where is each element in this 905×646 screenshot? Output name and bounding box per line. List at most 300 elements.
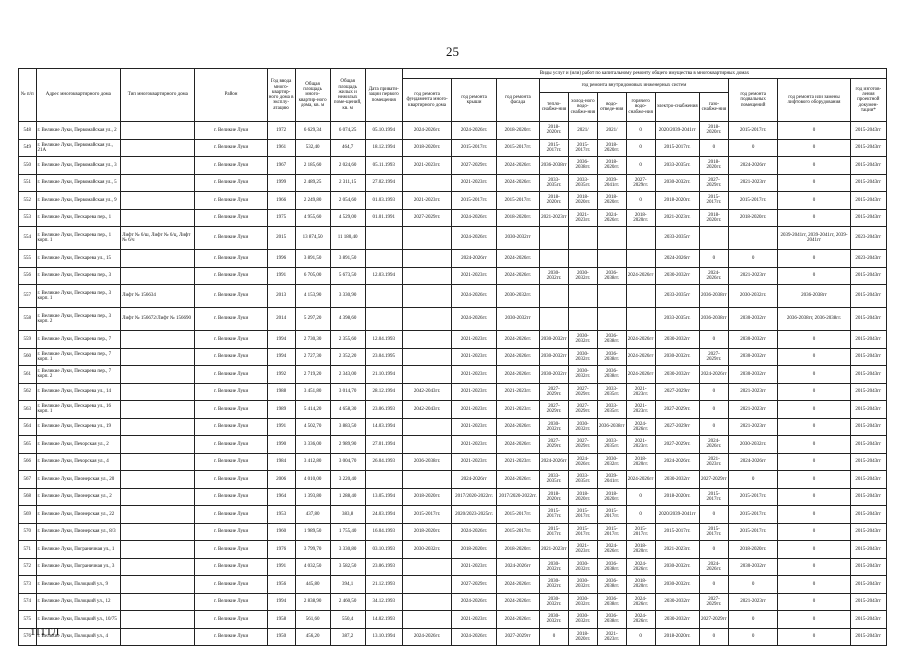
cell-district: г. Великие Луки	[195, 157, 267, 175]
cell-gas: 0	[699, 383, 728, 401]
cell-area-living: 2 054,60	[330, 192, 365, 210]
cell-roof: 2024-2026гг.	[452, 523, 496, 541]
cell-basement: 2030-2032гг	[728, 308, 778, 331]
cell-area-total: 2 838,90	[295, 593, 330, 611]
cell-area-living: 383,8	[330, 506, 365, 524]
cell-gas: 2027-2029гг	[699, 471, 728, 489]
col-electro: электро-снабжения	[655, 93, 699, 122]
cell-heat	[540, 227, 569, 250]
cell-type	[121, 576, 195, 594]
cell-num: 576	[19, 628, 37, 646]
cell-facade: 2024-2026гг.	[496, 436, 539, 454]
cell-roof: 2024-2026гг.	[452, 122, 496, 140]
cell-type: Лифт № 6/ш, Лифт № 6/ц, Лифт № 6/ч	[121, 227, 195, 250]
col-heat: тепло-снабже-ния	[540, 93, 569, 122]
cell-type	[121, 157, 195, 175]
cell-facade: 2024-2026гг.	[496, 418, 539, 436]
cell-hot-water: 2021-2023гг.	[626, 383, 655, 401]
cell-electro: 2030-2032гг.	[655, 174, 699, 192]
cell-area-total: 3 336,00	[295, 436, 330, 454]
cell-year: 1960	[267, 523, 295, 541]
cell-lift: 0	[778, 174, 850, 192]
cell-hot-water: 0	[626, 122, 655, 140]
cell-year: 1956	[267, 576, 295, 594]
cell-year: 1996	[267, 250, 295, 268]
cell-year: 1975	[267, 209, 295, 227]
cell-type	[121, 366, 195, 384]
cell-address: г. Великие Луки, Пескарева ул., 19	[36, 418, 121, 436]
cell-area-total: 4 955,60	[295, 209, 330, 227]
cell-foundation: 2036-2038гг.	[402, 453, 452, 471]
cell-facade: 2024-2026гг.	[496, 331, 539, 349]
cell-electro: 2015-2017гг.	[655, 523, 699, 541]
cell-roof: 2021-2023гг.	[452, 418, 496, 436]
cell-lift: 0	[778, 418, 850, 436]
cell-area-living: 1 288,40	[330, 488, 365, 506]
cell-heat: 2030-2032гг.	[540, 576, 569, 594]
cell-electro: 2020/2039-2041гг	[655, 506, 699, 524]
cell-area-total: 3 799,70	[295, 541, 330, 559]
cell-hot-water: 0	[626, 139, 655, 157]
cell-basement: 2024-2026гг	[728, 157, 778, 175]
table-row	[19, 541, 887, 559]
cell-address: г. Великие Луки, Первомайская ул., 9	[36, 192, 121, 210]
cell-facade: 2015-2017гг.	[496, 523, 539, 541]
cell-address: г. Великие Луки, Полоцкий ул., 12	[36, 593, 121, 611]
cell-hot-water	[626, 227, 655, 250]
cell-year: 1991	[267, 267, 295, 285]
cell-area-living: 387,2	[330, 628, 365, 646]
cell-district: г. Великие Луки	[195, 285, 267, 308]
cell-num: 551	[19, 174, 37, 192]
cell-foundation	[402, 471, 452, 489]
cell-heat: 2027-2029гг.	[540, 383, 569, 401]
table-row	[19, 209, 887, 227]
cell-type	[121, 541, 195, 559]
cell-foundation	[402, 285, 452, 308]
cell-foundation: 2021-2023гг.	[402, 192, 452, 210]
cell-lift: 0	[778, 139, 850, 157]
cell-district: г. Великие Луки	[195, 192, 267, 210]
cell-lift: 0	[778, 267, 850, 285]
cell-area-living: 3 883,50	[330, 418, 365, 436]
cell-facade: 2024-2026гг.	[496, 576, 539, 594]
table-row	[19, 436, 887, 454]
cell-num: 571	[19, 541, 37, 559]
cell-privat-date: 12.03.1994	[365, 267, 402, 285]
cell-basement: 2015-2017гг.	[728, 523, 778, 541]
cell-basement: 0	[728, 628, 778, 646]
cell-area-total: 456,20	[295, 628, 330, 646]
cell-num: 549	[19, 139, 37, 157]
cell-basement: 2018-2020гг.	[728, 541, 778, 559]
col-area-total: Общая площадь много-квартир-ного дома, кв. м	[295, 69, 330, 122]
cell-facade: 2024-2026гг.	[496, 593, 539, 611]
cell-address: г. Великие Луки, Пескарева пер., 3	[36, 267, 121, 285]
cell-foundation: 2018-2020гг.	[402, 139, 452, 157]
col-type: Тип многоквартирного дома	[121, 69, 195, 122]
cell-facade: 2024-2026гг.	[496, 157, 539, 175]
cell-num: 565	[19, 436, 37, 454]
col-address: Адрес многоквартирного дома	[36, 69, 121, 122]
cell-design: 2015-2043гг	[850, 122, 886, 140]
cell-cold-water: 2027-2029гг.	[568, 401, 597, 419]
cell-type	[121, 122, 195, 140]
cell-lift: 0	[778, 436, 850, 454]
cell-electro: 2027-2029гг	[655, 418, 699, 436]
cell-electro: 2021-2023гг.	[655, 209, 699, 227]
cell-gas: 0	[699, 506, 728, 524]
cell-num: 575	[19, 611, 37, 629]
cell-area-total: 5 297,20	[295, 308, 330, 331]
col-cold-water: холод-ного водо-снабже-ния	[568, 93, 597, 122]
cell-electro: 2030-2032гг	[655, 267, 699, 285]
cell-gas: 2036-2038гг	[699, 308, 728, 331]
cell-heat: 0	[540, 628, 569, 646]
cell-electro: 2030-2032гг	[655, 471, 699, 489]
cell-hot-water: 0	[626, 192, 655, 210]
table-row	[19, 366, 887, 384]
cell-year: 1953	[267, 506, 295, 524]
cell-lift: 0	[778, 401, 850, 419]
cell-cold-water: 2018-2020гг.	[568, 192, 597, 210]
cell-area-total: 2 489,25	[295, 174, 330, 192]
cell-district: г. Великие Луки	[195, 308, 267, 331]
cell-hot-water: 2024-2026гг	[626, 267, 655, 285]
table-row	[19, 418, 887, 436]
cell-design: 2015-2043гг	[850, 157, 886, 175]
cell-design: 2015-2043гг	[850, 558, 886, 576]
cell-area-total: 5 414,20	[295, 401, 330, 419]
cell-privat-date: 01.03.1993	[365, 192, 402, 210]
cell-facade: 2030-2032гг	[496, 227, 539, 250]
cell-num: 564	[19, 418, 37, 436]
cell-roof: 2024-2026гг	[452, 471, 496, 489]
cell-basement: 2015-2017гг.	[728, 192, 778, 210]
cell-roof: 2021-2023гг.	[452, 366, 496, 384]
cell-design: 2015-2043гг	[850, 348, 886, 366]
cell-address: г. Великие Луки, Пескарева пер., 3 корп. 2	[36, 308, 121, 331]
cell-address: г. Великие Луки, Пескарева ул., 16 корп. 1	[36, 401, 121, 419]
cell-design: 2015-2043гг	[850, 471, 886, 489]
cell-area-living: 3 330,80	[330, 541, 365, 559]
cell-design: 2015-2043гг	[850, 139, 886, 157]
cell-drain: 2015-2017гг.	[597, 523, 626, 541]
table-row	[19, 348, 887, 366]
cell-basement: 2021-2023гг	[728, 383, 778, 401]
cell-basement: 2030-2032гг	[728, 348, 778, 366]
table-row	[19, 506, 887, 524]
cell-design: 2015-2043гг	[850, 285, 886, 308]
cell-num: 568	[19, 488, 37, 506]
cell-foundation: 2030-2032гг.	[402, 541, 452, 559]
cell-heat: 2033-2035гг.	[540, 471, 569, 489]
cell-year: 2015	[267, 227, 295, 250]
cell-drain: 2033-2035гг.	[597, 383, 626, 401]
cell-area-total: 561,60	[295, 611, 330, 629]
cell-roof: 2024-2026гг.	[452, 285, 496, 308]
cell-district: г. Великие Луки	[195, 174, 267, 192]
cell-gas	[699, 227, 728, 250]
cell-area-living: 3 220,40	[330, 471, 365, 489]
cell-hot-water: 2024-2026гг.	[626, 593, 655, 611]
cell-roof: 2021-2023гг.	[452, 383, 496, 401]
cell-lift: 2036-2038гг, 2036-2038гг.	[778, 308, 850, 331]
cell-area-living: 394,1	[330, 576, 365, 594]
cell-basement: 2030-2032гг	[728, 331, 778, 349]
cell-district: г. Великие Луки	[195, 453, 267, 471]
cell-area-total: 2 727,30	[295, 348, 330, 366]
cell-area-living: 1 755,40	[330, 523, 365, 541]
cell-privat-date: 14.03.1994	[365, 418, 402, 436]
cell-privat-date: 13.10.1994	[365, 628, 402, 646]
cell-cold-water: 2030-2032гг.	[568, 366, 597, 384]
cell-type	[121, 267, 195, 285]
cell-facade: 2021-2023гг.	[496, 383, 539, 401]
cell-num: 563	[19, 401, 37, 419]
cell-gas: 2015-2017гг.	[699, 523, 728, 541]
cell-area-living: 3 891,50	[330, 250, 365, 268]
cell-district: г. Великие Луки	[195, 366, 267, 384]
cell-district: г. Великие Луки	[195, 506, 267, 524]
cell-address: г. Великие Луки, Первомайская ул., 5	[36, 174, 121, 192]
cell-drain: 2036-2038гг.	[597, 331, 626, 349]
cell-year: 1976	[267, 541, 295, 559]
cell-basement: 2030-2032гг.	[728, 436, 778, 454]
cell-privat-date: 34.12.1993	[365, 593, 402, 611]
cell-num: 558	[19, 308, 37, 331]
cell-hot-water: 2024-2026гг	[626, 366, 655, 384]
cell-foundation	[402, 331, 452, 349]
cell-type	[121, 209, 195, 227]
cell-num: 553	[19, 209, 37, 227]
table-row	[19, 471, 887, 489]
cell-facade: 2015-2017гг.	[496, 139, 539, 157]
cell-type	[121, 628, 195, 646]
cell-hot-water: 0	[626, 488, 655, 506]
cell-lift: 0	[778, 366, 850, 384]
cell-privat-date: 03.10.1993	[365, 541, 402, 559]
cell-privat-date: 21.12.1993	[365, 576, 402, 594]
cell-foundation	[402, 576, 452, 594]
cell-lift: 2039-2041гг, 2039-2041гг, 2039-2041гг	[778, 227, 850, 250]
cell-roof: 2021-2023гг.	[452, 611, 496, 629]
cell-roof: 2017/2020-2022гг.	[452, 488, 496, 506]
cell-gas: 0	[699, 418, 728, 436]
cell-basement: 2015-2017гг.	[728, 488, 778, 506]
cell-year: 1990	[267, 436, 295, 454]
table-row	[19, 488, 887, 506]
cell-address: г. Великие Луки, Пионерская ул., 22	[36, 506, 121, 524]
cell-basement: 0	[728, 611, 778, 629]
cell-basement: 2015-2017гг.	[728, 506, 778, 524]
cell-facade: 2018-2020гг.	[496, 541, 539, 559]
cell-roof: 2024-2026гг.	[452, 308, 496, 331]
cell-year: 1992	[267, 366, 295, 384]
cell-address: г. Великие Луки, Пионерская ул., 20	[36, 471, 121, 489]
cell-cold-water: 2030-2032гг.	[568, 611, 597, 629]
cell-district: г. Великие Луки	[195, 541, 267, 559]
cell-hot-water: 0	[626, 157, 655, 175]
cell-design: 2023-2043гг	[850, 250, 886, 268]
cell-heat: 2030-2032гг.	[540, 418, 569, 436]
cell-roof: 2024-2026гг.	[452, 209, 496, 227]
cell-heat: 2015-2017гг.	[540, 523, 569, 541]
cell-privat-date	[365, 227, 402, 250]
cell-privat-date: 23.04.1995	[365, 348, 402, 366]
cell-hot-water	[626, 250, 655, 268]
cell-hot-water: 2018-2020гг.	[626, 541, 655, 559]
cell-district: г. Великие Луки	[195, 250, 267, 268]
cell-drain	[597, 285, 626, 308]
cell-heat	[540, 285, 569, 308]
cell-basement: 2021-2023гг	[728, 418, 778, 436]
cell-basement: 2024-2026гг	[728, 453, 778, 471]
cell-lift: 0	[778, 331, 850, 349]
cell-address: г. Великие Луки, Пескарева пер., 1	[36, 209, 121, 227]
cell-area-total: 2 249,80	[295, 192, 330, 210]
cell-electro: 2033-2035гг.	[655, 157, 699, 175]
cell-cold-water: 2015-2017гг.	[568, 523, 597, 541]
cell-address: г. Великие Луки, Печорская ул., 2	[36, 436, 121, 454]
cell-drain: 2036-2038гг.	[597, 348, 626, 366]
cell-cold-water: 2036-2038гг.	[568, 157, 597, 175]
cell-hot-water: 2018-2020гг.	[626, 453, 655, 471]
cell-privat-date: 28.12.1994	[365, 383, 402, 401]
cell-year: 1984	[267, 453, 295, 471]
cell-basement: 2018-2020гг.	[728, 209, 778, 227]
table-row	[19, 285, 887, 308]
cell-area-total: 4 010,00	[295, 471, 330, 489]
cell-facade: 2024-2026гг.	[496, 250, 539, 268]
cell-basement: 2021-2023гг	[728, 593, 778, 611]
cell-electro: 2030-2032гг	[655, 611, 699, 629]
cell-foundation	[402, 227, 452, 250]
cell-gas: 2024-2026гг	[699, 366, 728, 384]
cell-drain: 2036-2038гг.	[597, 593, 626, 611]
cell-design: 2015-2043гг	[850, 192, 886, 210]
cell-foundation: 2024-2026гг.	[402, 122, 452, 140]
cell-area-living: 550,4	[330, 611, 365, 629]
cell-heat: 2030-2032гг.	[540, 593, 569, 611]
cell-foundation	[402, 308, 452, 331]
cell-electro: 2033-2035гг.	[655, 308, 699, 331]
col-hot-water: горячего водо-снабже-ния	[626, 93, 655, 122]
cell-address: г. Великие Луки, Полоцкий ул., 10/75	[36, 611, 121, 629]
cell-area-living: 4 398,60	[330, 308, 365, 331]
cell-area-living: 3 004,70	[330, 453, 365, 471]
table-row	[19, 383, 887, 401]
cell-cold-water: 2030-2032гг.	[568, 418, 597, 436]
cell-area-living: 11 180,40	[330, 227, 365, 250]
cell-area-living: 2 311,15	[330, 174, 365, 192]
cell-electro: 2018-2020гг.	[655, 628, 699, 646]
cell-lift: 0	[778, 593, 850, 611]
cell-heat: 2021-2023гг	[540, 541, 569, 559]
cell-roof: 2024-2026гг	[452, 250, 496, 268]
cell-address: г. Великие Луки, Пограничная ул., 3	[36, 558, 121, 576]
table-row	[19, 453, 887, 471]
cell-cold-water: 2024-2026гг.	[568, 453, 597, 471]
cell-design: 2015-2043гг	[850, 308, 886, 331]
cell-year: 2014	[267, 308, 295, 331]
cell-lift: 2036-2038гг	[778, 285, 850, 308]
cell-heat: 2027-2029гг.	[540, 401, 569, 419]
cell-district: г. Великие Луки	[195, 523, 267, 541]
cell-heat: 2024-2026гг	[540, 453, 569, 471]
cell-cold-water: 2030-2032гг.	[568, 593, 597, 611]
cell-privat-date: 23.06.1993	[365, 558, 402, 576]
cell-heat: 2018-2020гг.	[540, 122, 569, 140]
cell-year: 1964	[267, 488, 295, 506]
cell-electro: 2030-2032гг	[655, 331, 699, 349]
cell-area-total: 532,40	[295, 139, 330, 157]
cell-cold-water: 2021/	[568, 122, 597, 140]
cell-privat-date: 16.04.1993	[365, 523, 402, 541]
cell-basement: 2030-2032гг.	[728, 285, 778, 308]
cell-cold-water: 2030-2032гг.	[568, 348, 597, 366]
cell-area-total: 4 032,50	[295, 558, 330, 576]
table-row	[19, 250, 887, 268]
cell-drain: 2015-2017гг.	[597, 506, 626, 524]
cell-type	[121, 192, 195, 210]
cell-foundation	[402, 436, 452, 454]
col-foundation: год ремонта фундамента много-квартирного дома	[402, 79, 452, 122]
cell-facade: 2018-2020гг.	[496, 122, 539, 140]
cell-year: 1994	[267, 331, 295, 349]
cell-hot-water: 2024-2026гг.	[626, 558, 655, 576]
cell-heat: 2018-2020гг.	[540, 488, 569, 506]
cell-area-living: 2 343,00	[330, 366, 365, 384]
cell-address: г. Великие Луки, Полоцкий ул., 4	[36, 628, 121, 646]
cell-privat-date	[365, 285, 402, 308]
cell-design: 2015-2043гг	[850, 453, 886, 471]
cell-privat-date: 14.02.1993	[365, 611, 402, 629]
cell-foundation: 2021-2023гг.	[402, 157, 452, 175]
cell-area-living: 4 658,30	[330, 401, 365, 419]
cell-basement: 2015-2017гг.	[728, 122, 778, 140]
cell-heat	[540, 308, 569, 331]
cell-hot-water: 2024-2026гг.	[626, 418, 655, 436]
cell-design: 2015-2043гг	[850, 401, 886, 419]
cell-basement: 0	[728, 576, 778, 594]
cell-roof: 2021-2023гг.	[452, 174, 496, 192]
cell-num: 562	[19, 383, 37, 401]
cell-cold-water: 2030-2032гг.	[568, 558, 597, 576]
cell-gas: 0	[699, 139, 728, 157]
cell-drain: 2036-2038гг	[597, 418, 626, 436]
cell-cold-water: 2018-2020гг.	[568, 488, 597, 506]
cell-heat: 2030-2032гг	[540, 348, 569, 366]
cell-gas: 2015-2017гг.	[699, 488, 728, 506]
cell-foundation	[402, 366, 452, 384]
cell-area-total: 445,80	[295, 576, 330, 594]
cell-lift: 0	[778, 209, 850, 227]
cell-num: 566	[19, 453, 37, 471]
cell-cold-water: 2027-2029гг.	[568, 383, 597, 401]
cell-foundation: 2042-2043гг.	[402, 383, 452, 401]
cell-privat-date: 05.10.1994	[365, 122, 402, 140]
cell-basement: 2021-2023гг	[728, 267, 778, 285]
cell-district: г. Великие Луки	[195, 227, 267, 250]
col-year: Год ввода много-квартир-ного дома в эксплу-атацию	[267, 69, 295, 122]
cell-cold-water: 2021-2023гг.	[568, 209, 597, 227]
cell-area-total: 2 730,30	[295, 331, 330, 349]
cell-lift: 0	[778, 523, 850, 541]
cell-drain: 2036-2038гг.	[597, 611, 626, 629]
cell-type	[121, 558, 195, 576]
cell-drain: 2036-2038гг.	[597, 267, 626, 285]
